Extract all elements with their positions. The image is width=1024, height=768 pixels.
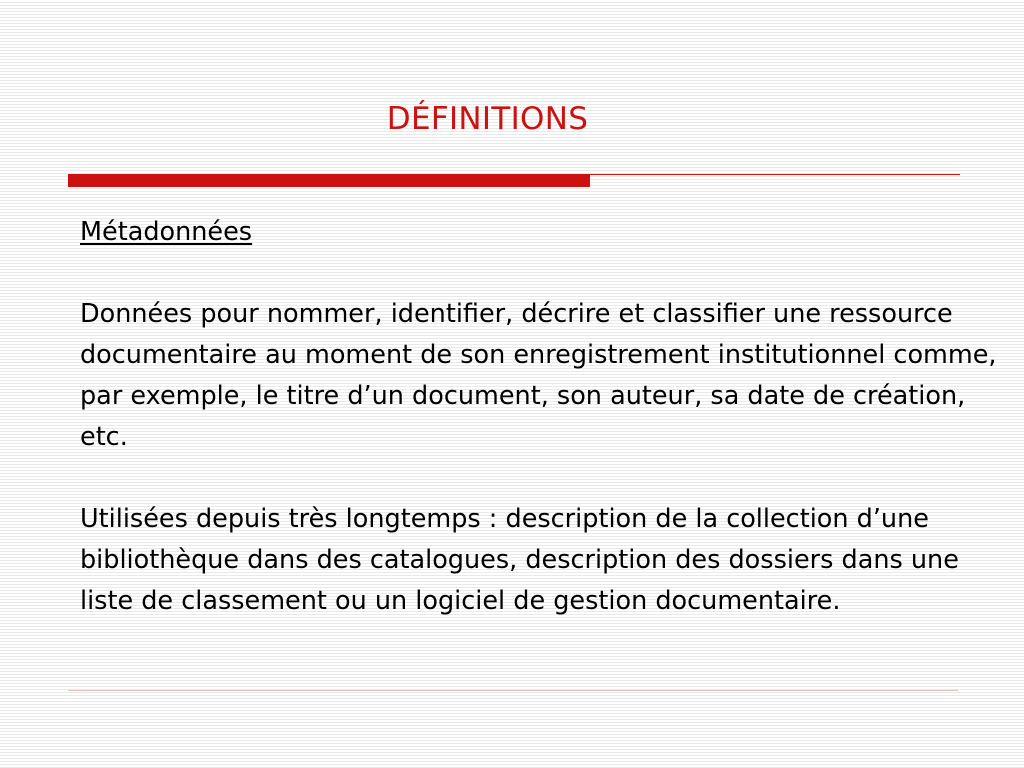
spacer [80,253,1000,294]
slide-title: DÉFINITIONS [386,101,589,137]
spacer [80,458,1000,499]
section-heading: Métadonnées [80,217,253,247]
definition-paragraph: Données pour nommer, identifier, décrire et classifier une ressource documentaire au moment de son enregistrement institutionnel comme, par exemple, le titre d’un document, son auteur, sa date de création, etc. [80,299,997,452]
title-underline-bar [68,174,590,187]
title-underline-rule [590,174,960,175]
slide-body [80,212,1000,622]
usage-paragraph: Utilisées depuis très longtemps : description de la collection d’une bibliothèque dans des catalogues, description des dossiers dans une liste de classement ou un logiciel de gestion documentaire. [80,504,959,616]
footer-divider [68,690,958,691]
